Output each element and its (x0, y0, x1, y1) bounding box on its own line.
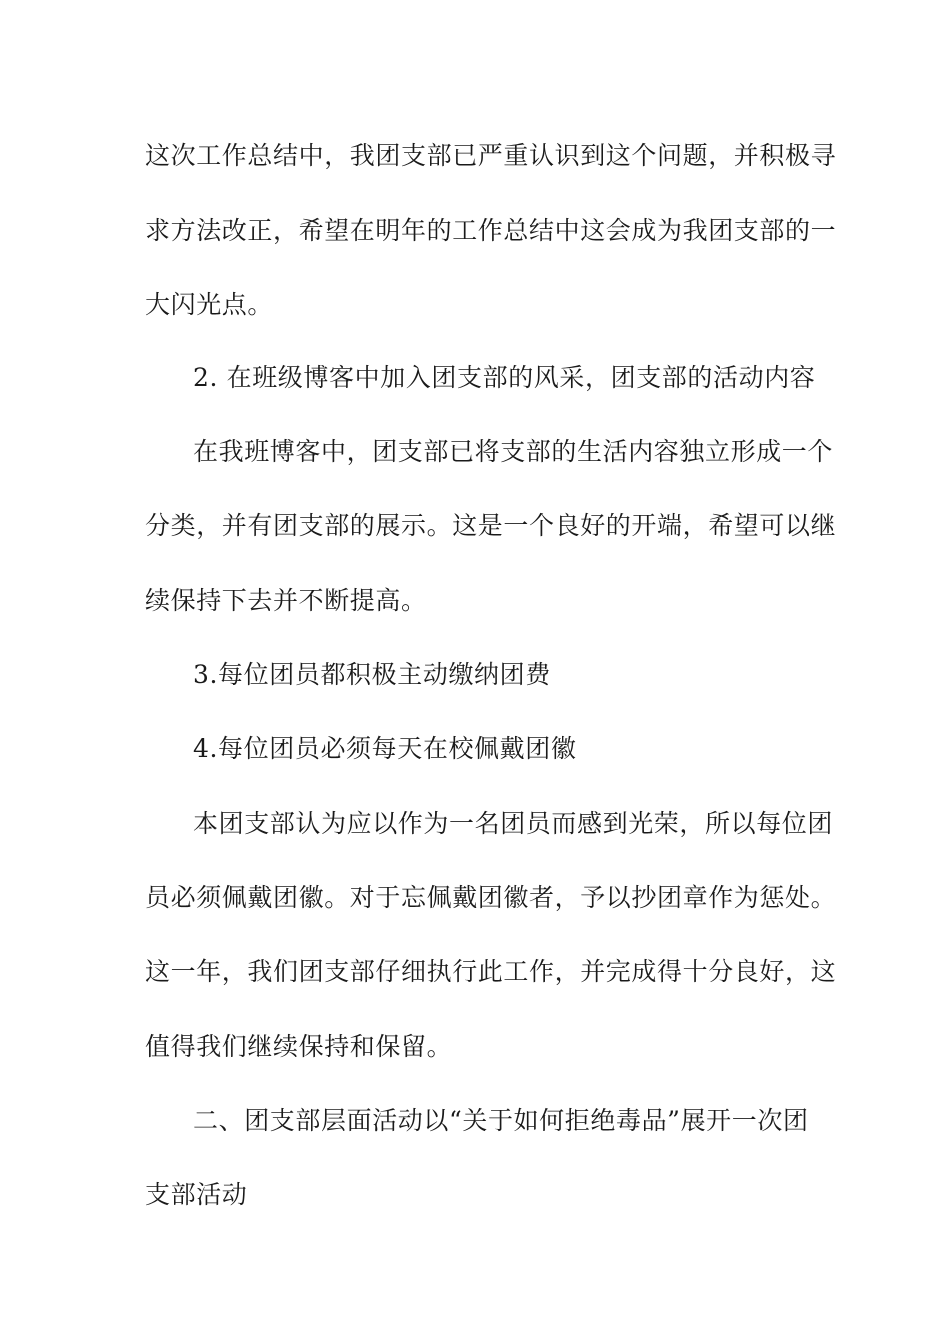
paragraph-line: 求方法改正，希望在明年的工作总结中这会成为我团支部的一 (145, 216, 837, 245)
section-heading: 2. 在班级博客中加入团支部的风采，团支部的活动内容 (193, 363, 816, 392)
paragraph-line: 本团支部认为应以作为一名团员而感到光荣，所以每位团 (193, 809, 834, 838)
paragraph-line: 员必须佩戴团徽。对于忘佩戴团徽者，予以抄团章作为惩处。 (145, 883, 837, 912)
paragraph-line: 支部活动 (145, 1180, 248, 1209)
section-heading: 4.每位团员必须每天在校佩戴团徽 (193, 734, 577, 763)
paragraph-line: 分类，并有团支部的展示。这是一个良好的开端，希望可以继 (145, 511, 837, 540)
paragraph-line: 这一年，我们团支部仔细执行此工作，并完成得十分良好，这 (145, 957, 837, 986)
section-heading: 3.每位团员都积极主动缴纳团费 (193, 660, 551, 689)
paragraph-line: 值得我们继续保持和保留。 (145, 1032, 453, 1061)
paragraph-line: 续保持下去并不断提高。 (145, 586, 427, 615)
section-heading: 二、团支部层面活动以“关于如何拒绝毒品”展开一次团 (193, 1106, 809, 1135)
paragraph-line: 大闪光点。 (145, 290, 274, 319)
paragraph-line: 在我班博客中，团支部已将支部的生活内容独立形成一个 (193, 437, 834, 466)
paragraph-line: 这次工作总结中，我团支部已严重认识到这个问题，并积极寻 (145, 141, 837, 170)
